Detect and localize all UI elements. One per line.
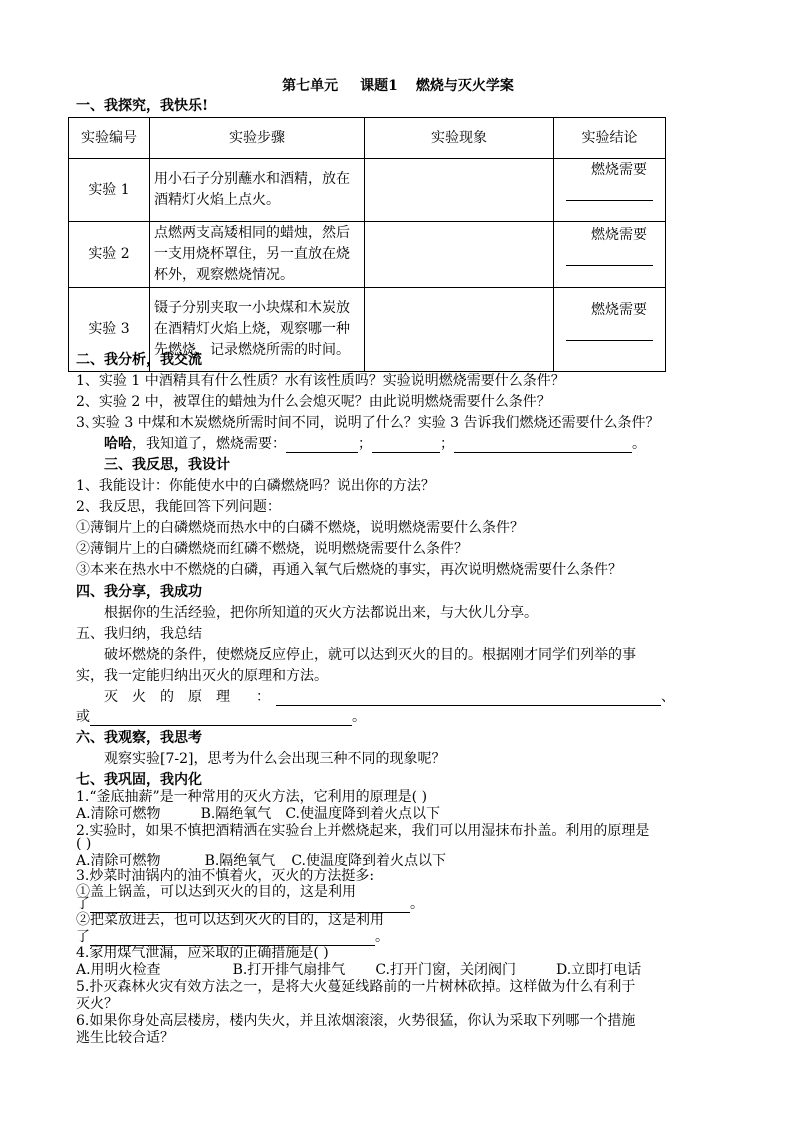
period: 。 [352, 709, 366, 725]
question-2-2: 2、实验 2 中，被罩住的蜡烛为什么会熄灭呢？由此说明燃烧需要什么条件？ [76, 394, 551, 410]
separator: ； [358, 436, 372, 452]
tail-text: 了 [76, 896, 90, 912]
header-id: 实验编号 [69, 118, 150, 159]
question-3-c1: ①薄铜片上的白磷燃烧而热水中的白磷不燃烧，说明燃烧需要什么条件？ [76, 520, 524, 536]
table-row [69, 159, 666, 222]
principle-blank[interactable] [276, 691, 661, 706]
section-5-heading: 五、我归纳，我总结 [76, 626, 202, 642]
section-5-text-2: 实，我一定能归纳出灭火的原理和方法。 [76, 668, 328, 684]
question-7-2b: ( ) [76, 836, 92, 852]
answer-7-3a [76, 896, 424, 913]
question-7-6a: 6.如果你身处高层楼房，楼内失火，并且浓烟滚滚，火势很猛，你认为采取下列哪一个措施 [76, 1013, 636, 1029]
conclusion-blank[interactable] [566, 200, 653, 201]
answer-blank-7-3a[interactable] [90, 898, 410, 913]
section-4-heading: 四、我分享，我成功 [76, 584, 202, 600]
experiment-phenomenon[interactable] [365, 288, 554, 372]
principle-line [76, 689, 675, 706]
question-7-1: 1.“釜底抽薪”是一种常用的灭火方法，它利用的原理是( ) [76, 789, 428, 805]
conclusion-text: 燃烧需要 [591, 162, 647, 178]
option-c[interactable]: C.使温度降到着火点以下 [285, 806, 440, 822]
experiment-id: 实验 2 [69, 222, 150, 288]
option-a[interactable]: A.用明火检查 [76, 962, 161, 978]
summary-lead: 哈哈 [104, 436, 132, 452]
summary-blank-1[interactable] [286, 438, 358, 453]
header-step: 实验步骤 [150, 118, 365, 159]
question-2-1: 1、实验 1 中酒精具有什么性质？水有该性质吗？实验说明燃烧需要什么条件？ [76, 373, 565, 389]
option-b[interactable]: B.打开排气扇排气 [232, 962, 346, 978]
method-line [76, 709, 366, 726]
option-b[interactable]: B.隔绝氧气 [204, 853, 276, 869]
or-text: 或 [76, 709, 90, 725]
colon: ： [256, 689, 270, 705]
experiment-step: 镊子分别夹取一小块煤和木炭放在酒精灯火焰上烧，观察哪一种先燃烧，记录燃烧所需的时间。 [150, 288, 365, 372]
experiment-conclusion[interactable] [554, 288, 666, 372]
experiment-id: 实验 3 [69, 288, 150, 372]
comma: 、 [661, 689, 675, 705]
section-4-text: 根据你的生活经验，把你所知道的灭火方法都说出来，与大伙儿分享。 [104, 605, 538, 621]
section-7-heading: 七、我巩固，我内化 [76, 772, 202, 788]
tail-text: 了 [76, 929, 90, 945]
summary-line [76, 436, 646, 453]
conclusion-text: 燃烧需要 [591, 226, 647, 243]
question-7-6b: 逃生比较合适？ [76, 1030, 174, 1046]
experiment-step: 用小石子分别蘸水和酒精，放在酒精灯火焰上点火。 [150, 159, 365, 222]
section-1-heading: 一、我探究，我快乐! [76, 98, 209, 114]
period: 。 [375, 929, 389, 945]
table-header-row [69, 118, 666, 159]
title-lesson: 课题1 [360, 78, 398, 94]
header-conclusion: 实验结论 [554, 118, 666, 159]
experiment-phenomenon[interactable] [365, 222, 554, 288]
section-6-text: 观察实验[7-2]，思考为什么会出现三种不同的现象呢？ [104, 751, 446, 767]
question-7-5a: 5.扑灭森林火灾有效方法之一，是将大火蔓延线路前的一片树林砍掉。这样做为什么有利于 [76, 979, 636, 995]
answer-7-3b [76, 929, 389, 946]
option-c[interactable]: C.使温度降到着火点以下 [291, 853, 446, 869]
period: 。 [410, 896, 424, 912]
experiment-conclusion[interactable] [554, 222, 666, 288]
experiment-table [68, 117, 666, 372]
section-3-heading: 三、我反思，我设计 [104, 457, 230, 473]
answer-blank-7-3b[interactable] [90, 931, 375, 946]
question-7-3b: ②把菜放进去，也可以达到灭火的目的，这是利用 [76, 912, 384, 928]
experiment-phenomenon[interactable] [365, 159, 554, 222]
question-7-3: 3.炒菜时油锅内的油不慎着火，灭火的方法挺多: [76, 868, 375, 884]
options-7-1 [76, 806, 440, 823]
options-7-4 [76, 962, 641, 979]
option-a[interactable]: A.清除可燃物 [76, 853, 161, 869]
question-7-4: 4.家用煤气泄漏，应采取的正确措施是( ) [76, 945, 329, 961]
conclusion-blank[interactable] [566, 340, 653, 341]
question-2-3: 3､实验 3 中煤和木炭燃烧所需时间不同，说明了什么？实验 3 告诉我们燃烧还需要什么条件？ [76, 415, 660, 431]
experiment-step: 点燃两支高矮相同的蜡烛，然后一支用烧杯罩住，另一直放在烧杯外，观察燃烧情况。 [150, 222, 365, 288]
section-2-heading: 二、我分析，我交流 [76, 352, 202, 368]
section-5-text-1: 破坏燃烧的条件，使燃烧反应停止，就可以达到灭火的目的。根据刚才同学们列举的事 [104, 647, 636, 663]
method-blank[interactable] [90, 711, 352, 726]
separator: ； [440, 436, 454, 452]
question-7-2a: 2.实验时，如果不慎把酒精洒在实验台上并燃烧起来，我们可以用湿抹布扑盖。利用的原理是 [76, 823, 650, 839]
period: 。 [632, 436, 646, 452]
question-3-1: 1、我能设计：你能使水中的白磷燃烧吗？说出你的方法？ [76, 478, 435, 494]
question-7-5b: 灭火？ [76, 996, 118, 1012]
option-c[interactable]: C.打开门窗，关闭阀门 [375, 962, 516, 978]
question-3-c2: ②薄铜片上的白磷燃烧而红磷不燃烧，说明燃烧需要什么条件？ [76, 541, 468, 557]
experiment-id: 实验 1 [69, 159, 150, 222]
conclusion-text: 燃烧需要 [591, 301, 647, 318]
question-3-c3: ③本来在热水中不燃烧的白磷，再通入氧气后燃烧的事实，再次说明燃烧需要什么条件？ [76, 562, 622, 578]
question-3-2: 2、我反思，我能回答下列问题： [76, 499, 281, 515]
experiment-conclusion[interactable] [554, 159, 666, 222]
title-name: 燃烧与灭火学案 [415, 78, 514, 94]
summary-blank-3[interactable] [454, 438, 632, 453]
option-a[interactable]: A.清除可燃物 [76, 806, 161, 822]
conclusion-blank[interactable] [566, 265, 653, 266]
header-phenomenon: 实验现象 [365, 118, 554, 159]
option-d[interactable]: D.立即打电话 [555, 962, 642, 978]
section-6-heading: 六、我观察，我思考 [76, 730, 202, 746]
table-row [69, 222, 666, 288]
option-b[interactable]: B.隔绝氧气 [200, 806, 272, 822]
principle-label: 灭火的原理 [104, 689, 244, 705]
summary-blank-2[interactable] [372, 438, 440, 453]
summary-text: ，我知道了，燃烧需要： [132, 436, 286, 452]
page-title [0, 78, 794, 95]
question-7-3a: ①盖上锅盖，可以达到灭火的目的，这是利用 [76, 884, 356, 900]
title-unit: 第七单元 [282, 78, 339, 94]
